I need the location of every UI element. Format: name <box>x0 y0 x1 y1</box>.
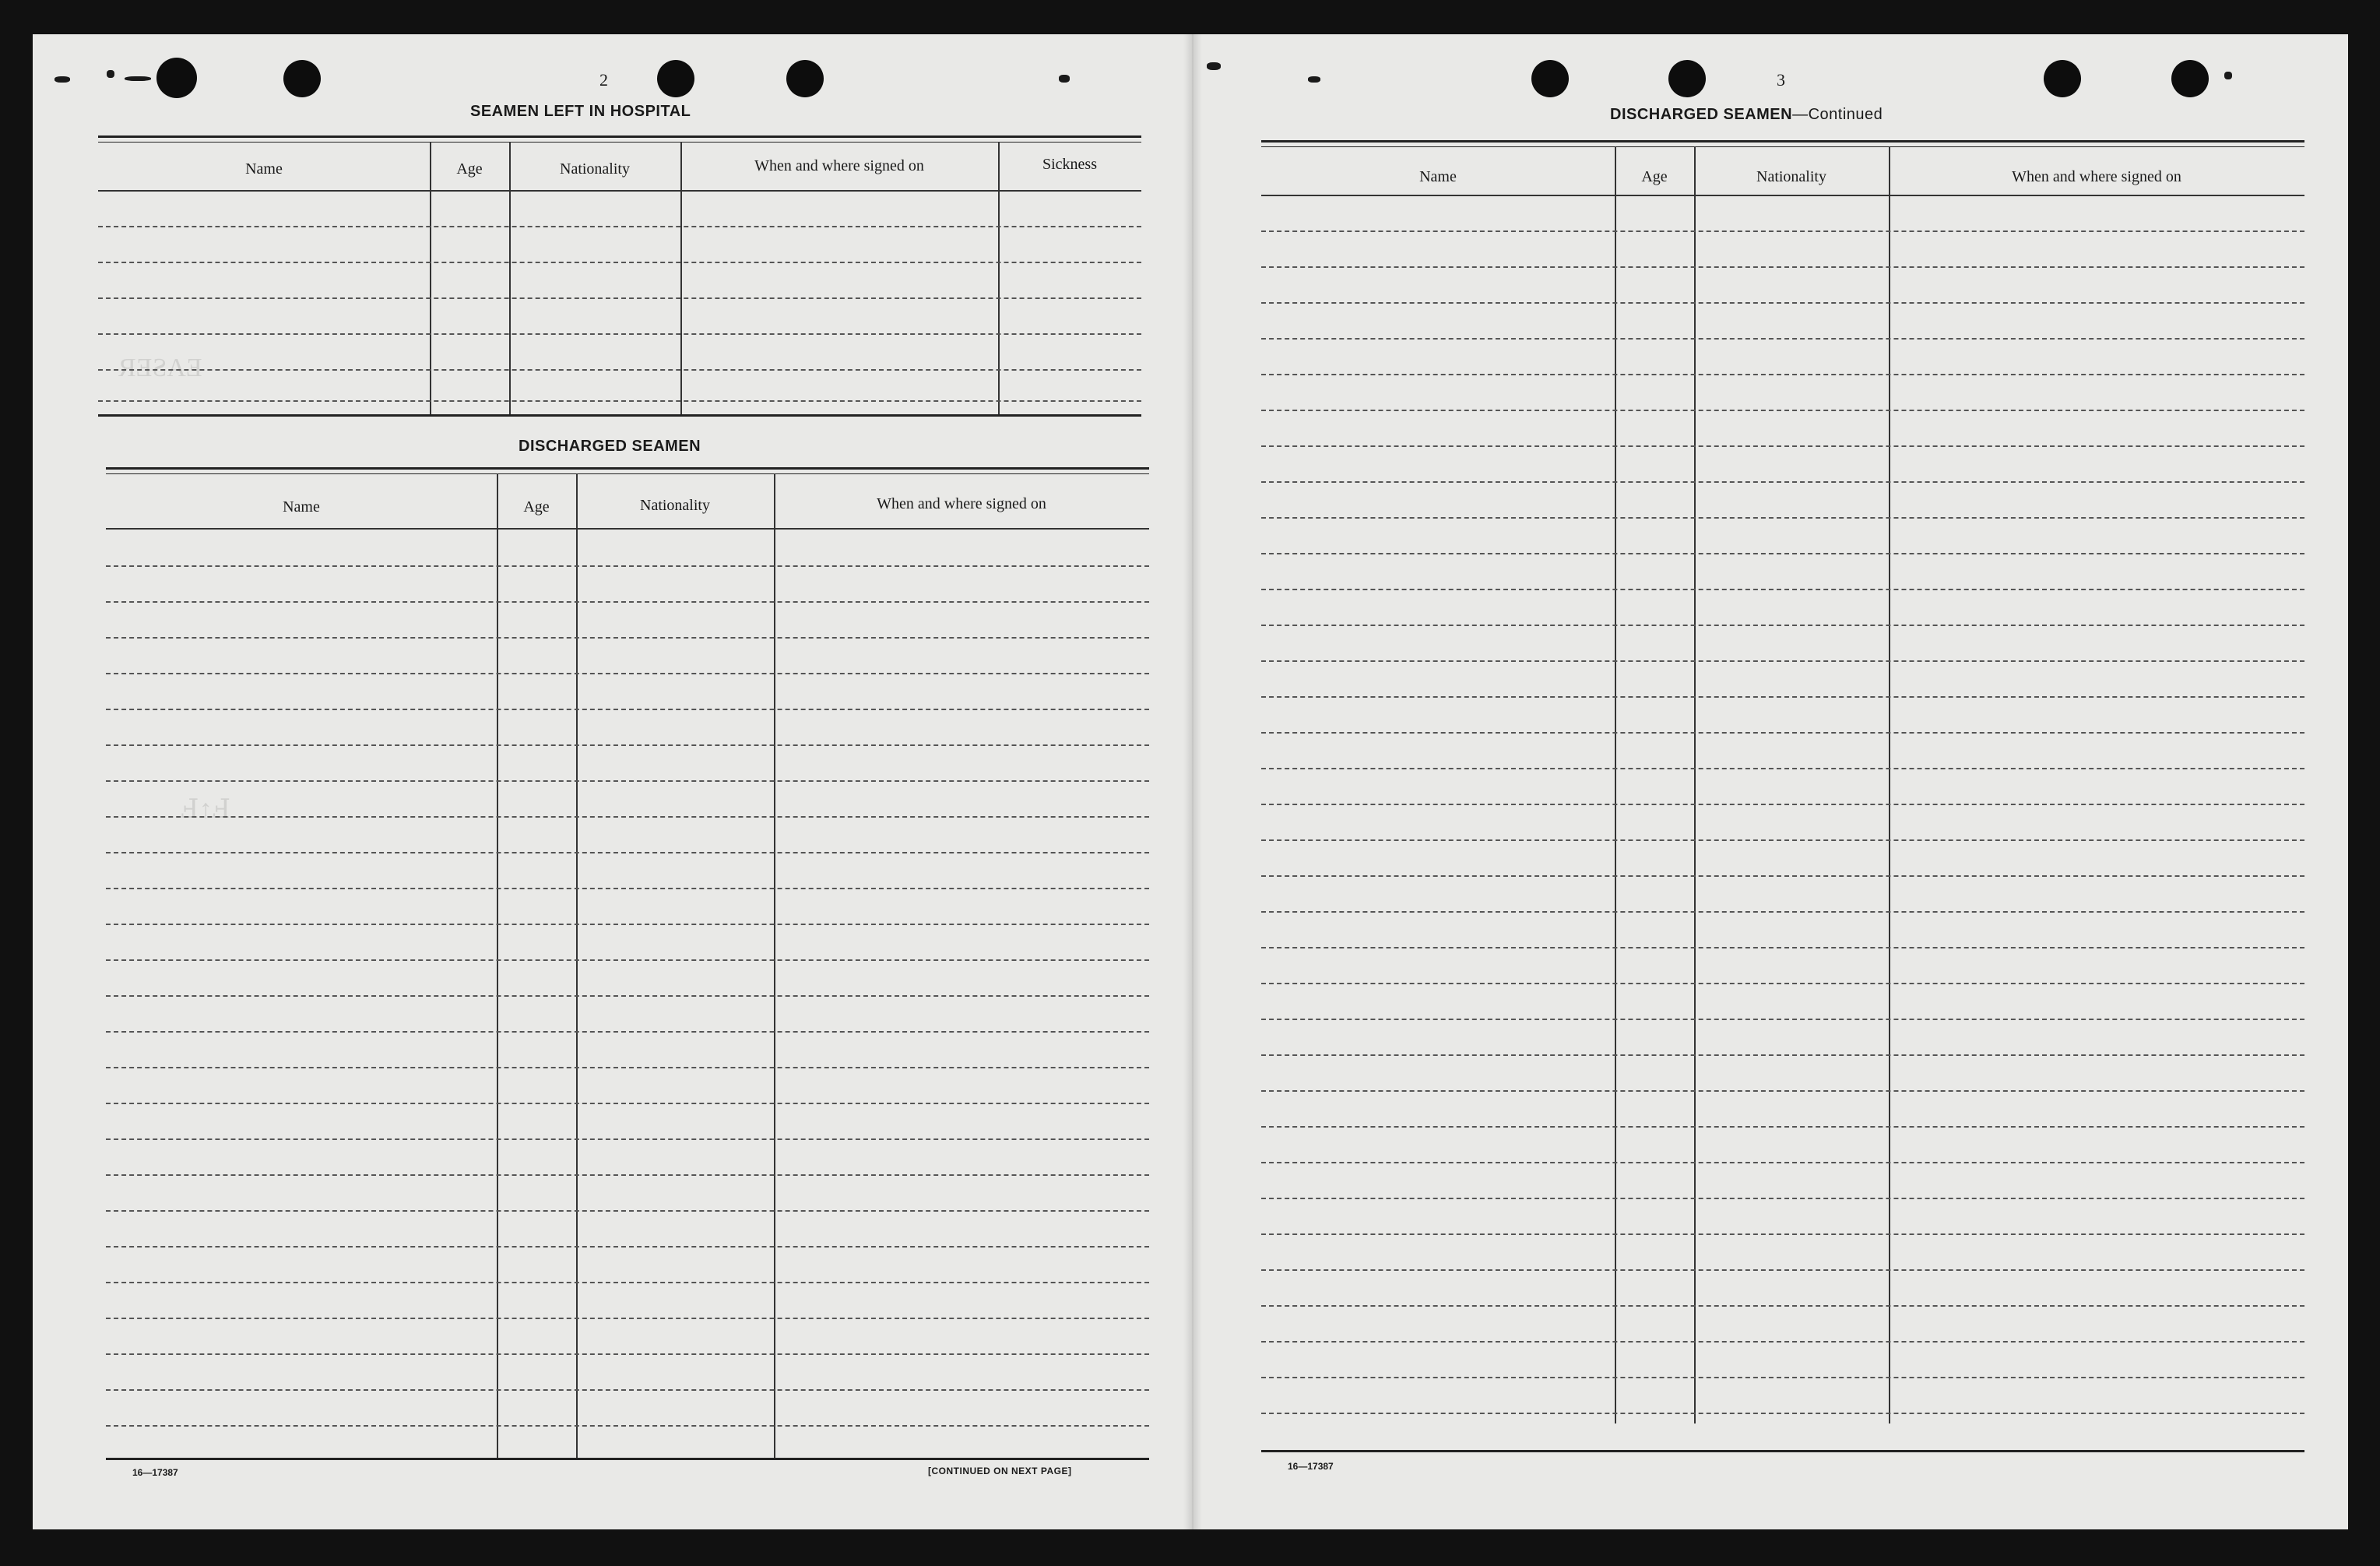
dotted-entry-line <box>106 1103 1149 1104</box>
dotted-entry-line <box>106 1067 1149 1068</box>
dotted-entry-line <box>1261 1377 2304 1378</box>
dotted-entry-line <box>106 673 1149 674</box>
col-header-sickness: Sickness <box>1042 156 1097 173</box>
dotted-entry-line <box>1261 517 2304 519</box>
ink-speck <box>1308 76 1320 83</box>
dotted-entry-line <box>1261 553 2304 554</box>
bleed-through-text: Ⅎ↑Ⅎ <box>181 795 231 824</box>
continued-note: [CONTINUED ON NEXT PAGE] <box>928 1466 1072 1476</box>
col-header-name: Name <box>245 160 283 178</box>
dotted-entry-line <box>1261 875 2304 877</box>
punch-hole <box>657 60 694 97</box>
form-number-left: 16—17387 <box>132 1467 178 1478</box>
dotted-entry-line <box>1261 1019 2304 1020</box>
dotted-entry-line <box>1261 983 2304 984</box>
dotted-entry-line <box>1261 947 2304 948</box>
header-underline <box>98 190 1141 192</box>
document-sheet <box>33 34 2348 1529</box>
dotted-entry-line <box>106 816 1149 818</box>
dotted-entry-line <box>98 369 1141 371</box>
punch-hole <box>1668 60 1706 97</box>
dotted-entry-line <box>1261 302 2304 304</box>
table-bottom-rule <box>1261 1450 2304 1452</box>
continued-suffix: —Continued <box>1792 106 1883 123</box>
col-header-nationality: Nationality <box>640 497 710 514</box>
col-header-age: Age <box>1641 168 1668 185</box>
dotted-entry-line <box>106 780 1149 782</box>
dotted-entry-line <box>106 1353 1149 1355</box>
dotted-entry-line <box>1261 732 2304 734</box>
dotted-entry-line <box>1261 374 2304 375</box>
dotted-entry-line <box>1261 481 2304 483</box>
table-top-rule <box>98 142 1141 143</box>
ink-speck <box>2224 72 2232 79</box>
punch-hole <box>2044 60 2081 97</box>
dotted-entry-line <box>1261 338 2304 340</box>
col-header-signed-on: When and where signed on <box>754 157 924 174</box>
dotted-entry-line <box>1261 911 2304 913</box>
dotted-entry-line <box>1261 266 2304 268</box>
discharged-table-right <box>1261 140 2304 1464</box>
column-divider <box>497 473 498 1458</box>
dotted-entry-line <box>106 852 1149 853</box>
dotted-entry-line <box>1261 1305 2304 1307</box>
col-header-signed-on: When and where signed on <box>877 495 1046 512</box>
dotted-entry-line <box>106 744 1149 746</box>
column-divider <box>576 473 578 1458</box>
hospital-section-title: SEAMEN LEFT IN HOSPITAL <box>470 103 691 120</box>
ink-speck <box>54 76 70 83</box>
ink-speck <box>107 70 114 78</box>
dotted-entry-line <box>106 1138 1149 1140</box>
dotted-entry-line <box>106 1318 1149 1319</box>
punch-hole <box>283 60 321 97</box>
page-number-right: 3 <box>1777 70 1785 90</box>
column-divider <box>774 473 775 1458</box>
dotted-entry-line <box>106 709 1149 710</box>
bleed-through-text: ЯƎƧAƎ <box>118 354 202 382</box>
col-header-name: Name <box>283 498 320 516</box>
dotted-entry-line <box>106 1174 1149 1176</box>
dotted-entry-line <box>98 297 1141 299</box>
discharged-continued-title <box>1610 106 1883 124</box>
punch-hole <box>2171 60 2209 97</box>
dotted-entry-line <box>98 400 1141 402</box>
column-divider <box>430 142 431 414</box>
discharged-section-title: DISCHARGED SEAMEN <box>519 438 701 455</box>
table-bottom-rule <box>98 414 1141 417</box>
column-divider <box>680 142 682 414</box>
ink-speck <box>125 76 151 81</box>
punch-hole <box>1531 60 1569 97</box>
dotted-entry-line <box>106 1031 1149 1033</box>
col-header-age: Age <box>456 160 483 178</box>
dotted-entry-line <box>106 1425 1149 1427</box>
ink-speck <box>1207 62 1221 70</box>
table-top-rule <box>1261 146 2304 147</box>
dotted-entry-line <box>106 565 1149 567</box>
dotted-entry-line <box>106 1210 1149 1212</box>
dotted-entry-line <box>1261 410 2304 411</box>
dotted-entry-line <box>1261 1054 2304 1056</box>
dotted-entry-line <box>1261 231 2304 232</box>
ink-speck <box>1059 75 1070 83</box>
dotted-entry-line <box>98 262 1141 263</box>
col-header-age: Age <box>523 498 550 516</box>
dotted-entry-line <box>1261 804 2304 805</box>
dotted-entry-line <box>1261 625 2304 626</box>
dotted-entry-line <box>106 924 1149 925</box>
col-header-signed-on: When and where signed on <box>2012 168 2181 185</box>
dotted-entry-line <box>98 226 1141 227</box>
form-number-right: 16—17387 <box>1288 1461 1334 1472</box>
hospital-table <box>98 135 1141 450</box>
discharged-title-text: DISCHARGED SEAMEN <box>1610 106 1793 123</box>
punch-hole <box>786 60 824 97</box>
table-bottom-rule <box>106 1458 1149 1460</box>
dotted-entry-line <box>1261 1413 2304 1414</box>
table-top-rule <box>106 467 1149 470</box>
dotted-entry-line <box>1261 1126 2304 1128</box>
table-top-rule <box>106 473 1149 474</box>
dotted-entry-line <box>106 1389 1149 1391</box>
dotted-entry-line <box>1261 1269 2304 1271</box>
column-divider <box>998 142 1000 414</box>
dotted-entry-line <box>1261 839 2304 841</box>
dotted-entry-line <box>1261 589 2304 590</box>
col-header-name: Name <box>1419 168 1457 185</box>
dotted-entry-line <box>1261 445 2304 447</box>
page-number-left: 2 <box>599 70 608 90</box>
dotted-entry-line <box>1261 1090 2304 1092</box>
dotted-entry-line <box>106 1246 1149 1248</box>
punch-hole <box>156 58 197 98</box>
column-divider <box>509 142 511 414</box>
col-header-nationality: Nationality <box>1756 168 1826 185</box>
header-underline <box>106 528 1149 530</box>
page-fold <box>1183 34 1202 1529</box>
table-top-rule <box>98 135 1141 138</box>
dotted-entry-line <box>1261 696 2304 698</box>
dotted-entry-line <box>106 637 1149 639</box>
discharged-table-left <box>106 467 1149 1503</box>
dotted-entry-line <box>1261 768 2304 769</box>
dotted-entry-line <box>106 888 1149 889</box>
dotted-entry-line <box>1261 660 2304 662</box>
dotted-entry-line <box>106 959 1149 961</box>
table-top-rule <box>1261 140 2304 143</box>
col-header-nationality: Nationality <box>560 160 630 178</box>
dotted-entry-line <box>1261 1162 2304 1163</box>
header-underline <box>1261 195 2304 196</box>
dotted-entry-line <box>106 995 1149 997</box>
dotted-entry-line <box>98 333 1141 335</box>
dotted-entry-line <box>1261 1198 2304 1199</box>
dotted-entry-line <box>1261 1341 2304 1343</box>
dotted-entry-line <box>1261 1233 2304 1235</box>
dotted-entry-line <box>106 1282 1149 1283</box>
dotted-entry-line <box>106 601 1149 603</box>
